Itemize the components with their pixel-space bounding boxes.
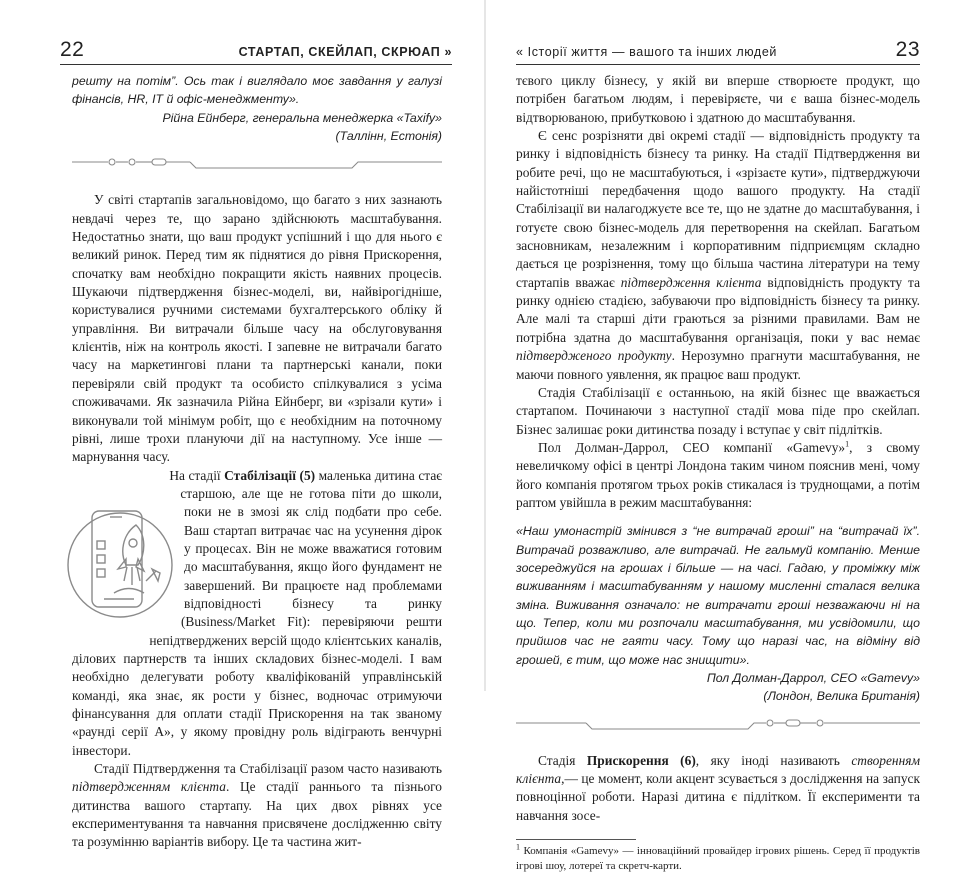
paragraph: тєвого циклу бізнесу, у якій ви вперше створюєте продукт, що потрібен багатьом людям, і перевіряєте, чи є ваша бізнес-модель відтворюваною, прибутковою і здатною до масштабування. (516, 73, 920, 125)
footnote-rule (516, 839, 636, 840)
text-run: ,— це момент, коли акцент зсувається з дослідження на запуск повноцінної роботи. Наразі дитина є підлітком. Її експерименти та навчання зосе- (516, 771, 920, 823)
spacer (72, 171, 442, 191)
text-run: . Це стадії раннього та пізнього дитинства вашого стартапу. На цих двох рівнях усе експериментування та навчання присвячене дослідженню світу та розумінню варіантів вибору. Це та частина жит- (72, 779, 442, 850)
circuit-divider (72, 153, 442, 171)
text-run: маленька дитина стає старшою, але ще не готова піти до школи, поки не в змозі як слід подбати про себе. Ваш стартап витрачає час на усунення дірок у процесах. Він не може вважатися готовим до масштабування, якщо його фундамент не завершений. Ви працюєте над проблемами відповідності бізнесу та ринку (Business/Market Fit): перевіряючи решти непідтверджених версій щодо клієнтських каналів, ділових партнерств та інших складових бізнес-моделі. І вам необхідно делегувати роботу кваліфікованій управлінській команді, яка знає, як рости у бізнес, водночас отримуючи фінансування для оплати стадії Прискорення на так званому «раунді серії А», у якому провідну роль відіграють венчурні інвестори. (72, 467, 443, 758)
italic-term: створенням клієнта (516, 752, 920, 787)
text-run: Пол Долман-Даррол, СЕО компанії «Gamevy» (538, 439, 846, 455)
quote-author: Рійна Ейнберг, генеральна менеджерка «Taxify» (162, 110, 442, 125)
footnote-ref: 1 (845, 439, 850, 449)
header-rule (60, 64, 452, 65)
rocket-phone-illustration (64, 469, 176, 651)
paragraph: Стадія Стабілізації є останньою, на якій бізнес ще вважається стартапом. Починаючи з наступної стадії мова піде про скейлап. Бізнес залишає роки дитинства позаду і вступає у світ підлітків. (516, 384, 920, 437)
circuit-divider (516, 714, 920, 732)
italic-term: підтвердженням клієнта (72, 779, 226, 795)
right-page-body (516, 72, 920, 874)
opening-quote (72, 72, 442, 145)
running-head: СТАРТАП, СКЕЙЛАП, СКРЮАП » (238, 45, 452, 59)
quote-text: «Наш умонастрій змінився з “не витрачай гроші” на “витрачай їх”. Витрачай розважливо, але витрачай. Не гальмуй компанію. Менше зосереджуйся на грошах і більше — на часі. Гадаю, у проміжку між виживанням і масштабуванням у нашому мисленні сталася велика зміна. Виживання означало: не витрачати гроші незважаючи ні на що. Тепер, коли ми розпочали масштабування, ми усвідомили, що прийшов час не гаяти часу. Тому що наразі час, на відміну від грошей, є тим, що може нас знищити». (516, 524, 920, 667)
text-run: Є сенс розрізняти дві окремі стадії — відповідність продукту та ринку і відповідність бізнесу та ринку. На стадії Підтвердження ви робите речі, що не масштабуються, і «зрізаєте кути», підтверджуючи найістотніші передбачення щодо вашого продукту. На стадії Стабілізації ви налагоджуєте все те, що не здатне до масштабування, і готуєте свою бізнес-модель для перетворення на скейлап. Багатьом засновникам, незалежним і корпоративним підприємцям складно дається це розрізнення, тому що більша частина літератури на тему стартапів вважає (516, 128, 920, 290)
paragraph: У світі стартапів загальновідомо, що багато з них зазнають невдачі через те, що зарано здійснюють масштабування. Недостатньо знати, що ваш продукт успішний і що для нього є великий ринок. Перед тим як піднятися до рівня Прискорення, спочатку вам необхідно покращити якість наявних процесів. Шукаючи підтвердження бізнес-моделі, ви, найвірогідніше, користувалися ручними системами бухгалтерського обліку й управління. Ви витрачали більше часу на обслуговування клієнтів, ніж на контроль якості. І запевне не витрачали багато часу на маркетингові плани та партнерські канали, поки перевіряли свій продукт та особисто спілкувалися з усіма споживачами. Як зазначила Рійна Ейнберг, ви «зрізали кути» і виконували той мінімум робіт, що є необхідним на поточному рівні, лише трохи плануючи дії на наступному. Усе інше — марнування часу. (72, 192, 442, 465)
text-run: Стадії Підтвердження та Стабілізації разом часто називають (94, 761, 442, 777)
paragraph (516, 127, 920, 384)
footnote (516, 844, 920, 874)
stage-term: Стабілізації (5) (224, 467, 316, 483)
quote-place: (Таллінн, Естонія) (335, 129, 442, 144)
stabilization-block (72, 467, 442, 761)
left-page (0, 0, 484, 850)
right-page (486, 0, 970, 873)
quote-place: (Лондон, Велика Британія) (763, 689, 920, 704)
left-page-body (72, 72, 442, 852)
spacer (516, 732, 920, 752)
paragraph (72, 760, 442, 852)
page-number: 22 (60, 38, 85, 61)
quote-text: решту на потім”. Ось так і виглядало моє завдання у галузі фінансів, HR, IT й офіс-менеджменту». (72, 74, 442, 107)
text-run: відповідність продукту та ринку однією стадією, забуваючи про відповідність бізнесу та ринку. Але малі та старші діти граються за різними правилами. Вам не потрібна здатна до масштабування організація, поки у вас немає (516, 274, 921, 345)
italic-term: підтвердження клієнта (620, 274, 762, 290)
header-rule (516, 64, 920, 65)
page-number: 23 (895, 38, 920, 61)
right-page-header (516, 38, 920, 62)
italic-term: підтвердженого продукту (516, 348, 672, 364)
text-run: . Нерозумно прагнути масштабування, не маючи повного уявлення, як працює ваш продукт. (516, 348, 920, 382)
text-run: Стадія (538, 752, 587, 768)
footnote-text: Компанія «Gamevy» — інноваційний провайдер ігрових рішень. Серед її продуктів ігрові шоу, лотереї та скретч-карти. (516, 845, 921, 873)
paragraph (516, 439, 920, 512)
left-page-header (60, 38, 452, 62)
stage-term: Прискорення (6) (586, 752, 696, 768)
paragraph (516, 752, 920, 825)
text-run: , з свому невеличкому офісі в центрі Лондона таким чином пояснив мені, чому його компанія протягом трьох років стикалася із труднощами, а потім раптом увійшла в режим масштабування: (516, 439, 920, 510)
text-run: На стадії (169, 467, 225, 483)
quote-author: Пол Долман-Даррол, СЕО «Gamevy» (706, 671, 920, 685)
running-head: « Історії життя — вашого та інших людей (516, 45, 777, 59)
footnote-mark: 1 (516, 842, 520, 852)
text-run: , яку іноді називають (695, 752, 852, 768)
gamevy-quote (516, 522, 920, 705)
